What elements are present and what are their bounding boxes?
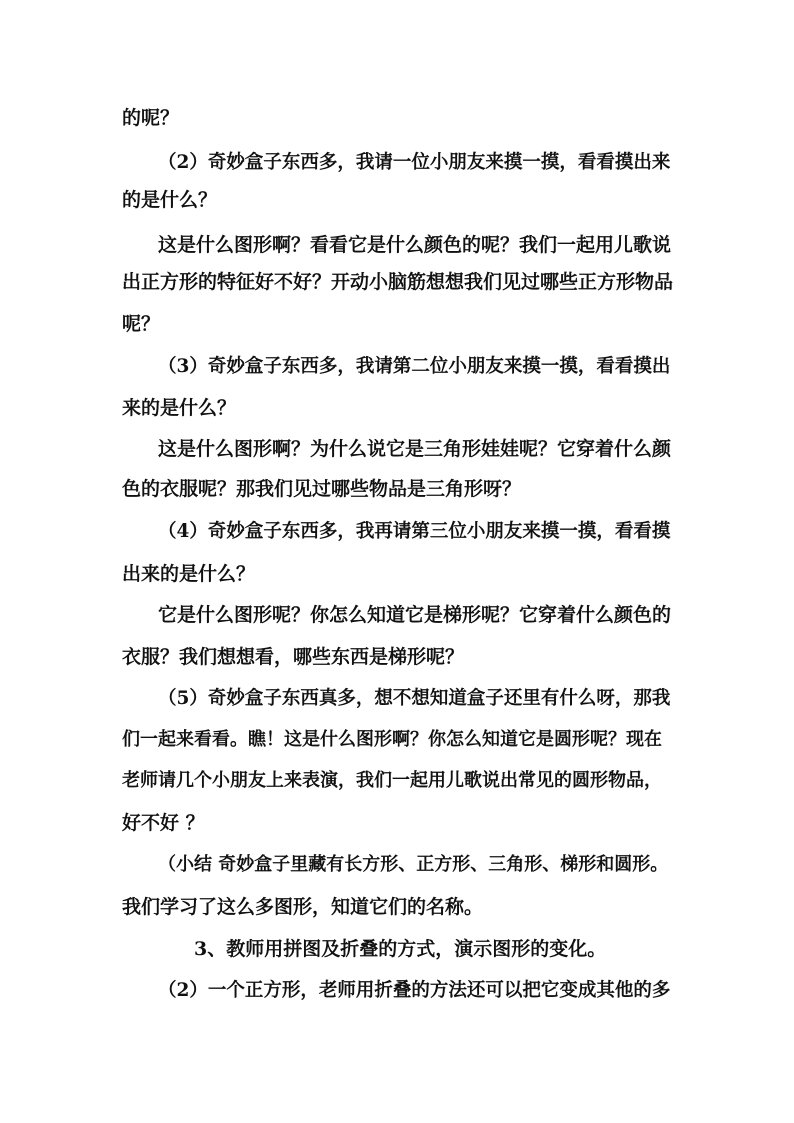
text-line-9: 这是什么图形啊？为什么说它是三角形娃娃呢？它穿着什么颜 (158, 438, 672, 460)
text-line-5: 出正方形的特征好不好？开动小脑筋想想我们见过哪些正方形物品 (122, 271, 674, 293)
text-line-16: 们一起来看看。瞧！这是什么图形啊？你怎么知道它是圆形呢？现在 (122, 729, 662, 750)
text-line-4: 这是什么图形啊？看看它是什么颜色的呢？我们一起用儿歌说 (158, 234, 672, 256)
text-line-18: 好不好 ？ (122, 812, 205, 834)
text-line-2: （2）奇妙盒子东西多，我请一位小朋友来摸一摸，看看摸出来 (158, 152, 671, 173)
section-heading-3: 3、教师用拼图及折叠的方式，演示图形的变化。 (194, 938, 607, 960)
text-line-12: 出来的是什么？ (122, 563, 256, 585)
text-line-3: 的是什么？ (122, 189, 218, 211)
text-line-22: （2）一个正方形，老师用折叠的方法还可以把它变成其他的多 (158, 980, 671, 1001)
text-line-10: 色的衣服呢？那我们见过哪些物品是三角形呀？ (122, 478, 522, 500)
text-line-6: 呢？ (122, 313, 161, 335)
text-line-7: （3）奇妙盒子东西多，我请第二位小朋友来摸一摸，看看摸出 (158, 356, 671, 377)
text-line-13: 它是什么图形呢？你怎么知道它是梯形呢？它穿着什么颜色的 (158, 604, 672, 626)
text-line-15: （5）奇妙盒子东西真多，想不想知道盒子还里有什么呀，那我 (158, 688, 671, 709)
text-line-8: 来的是什么？ (122, 397, 237, 419)
text-line-1: 的呢？ (122, 107, 180, 129)
text-line-20: 我们学习了这么多图形，知道它们的名称。 (122, 896, 484, 918)
text-line-11: （4）奇妙盒子东西多，我再请第三位小朋友来摸一摸，看看摸 (158, 521, 671, 542)
text-line-19: （小结 奇妙盒子里藏有长方形、正方形、三角形、梯形和圆形。 (158, 854, 669, 875)
text-line-17: 老师请几个小朋友上来表演，我们一起用儿歌说出常见的圆形物品， (122, 770, 662, 791)
text-line-14: 衣服？我们想想看，哪些东西是梯形呢？ (122, 646, 465, 668)
